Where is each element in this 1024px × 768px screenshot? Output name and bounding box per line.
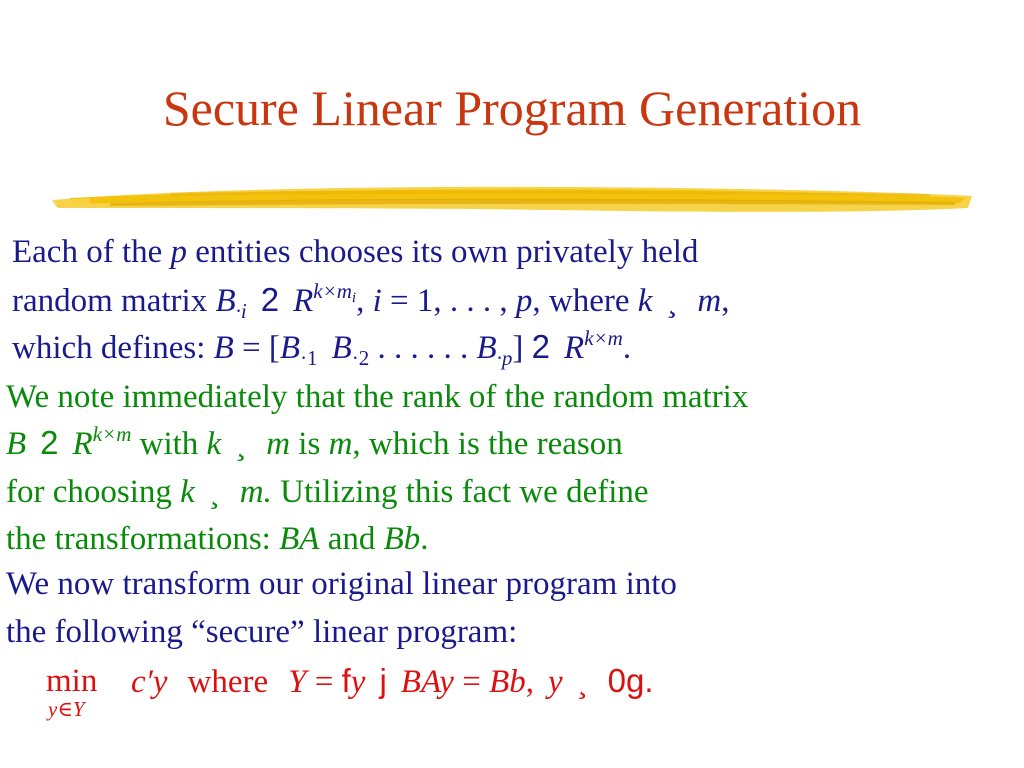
text-run: ,	[721, 283, 730, 319]
secure-lp-formula	[131, 661, 654, 702]
math-subscript: ·1	[300, 346, 318, 370]
math-m: m.	[239, 474, 272, 510]
para1-line3	[12, 327, 631, 368]
math-superscript: k×m	[584, 326, 623, 350]
math-p: p	[170, 234, 188, 270]
para2-line3	[6, 472, 649, 512]
math-B: B	[6, 426, 27, 462]
math-k: k	[637, 283, 653, 319]
objective: c′y	[131, 664, 168, 700]
math-k: k	[180, 474, 195, 510]
element-of-glyph: 2	[40, 424, 59, 461]
geq-glyph: ¸	[576, 664, 588, 700]
math-Bp: B	[476, 330, 497, 366]
text-run: is	[290, 426, 329, 462]
text-run: Each of the	[12, 234, 171, 270]
geq-glyph: ¸	[235, 426, 247, 462]
math-subscript: ·p	[496, 346, 513, 370]
math-R: R	[72, 426, 93, 462]
math-p: p	[515, 283, 533, 319]
superscript-subscript: i	[351, 290, 357, 306]
math-BA: BA	[279, 521, 320, 557]
text-run: , where	[532, 283, 638, 319]
math-y: y	[350, 664, 366, 700]
math-B: B	[215, 283, 236, 319]
math-m: m	[328, 426, 353, 462]
title-brush-underline	[50, 178, 975, 220]
zero: 0	[607, 662, 627, 699]
element-of-glyph: 2	[260, 281, 280, 318]
math-B1: B	[279, 330, 301, 366]
math-R: R	[293, 283, 314, 319]
para3-line1: We now transform our original linear program into	[6, 566, 677, 602]
text-run: = 1, . . . ,	[381, 283, 516, 319]
para1-line2	[12, 280, 730, 321]
text-run: for choosing	[6, 474, 181, 510]
constraint-rhs: Bb	[489, 664, 526, 700]
text-run: with	[131, 426, 207, 462]
math-i: i	[372, 283, 382, 319]
right-brace-glyph: g	[626, 662, 645, 699]
math-m: m	[266, 426, 291, 462]
text-run: ,	[356, 283, 373, 319]
min-operator	[46, 661, 116, 721]
where-word: where	[187, 664, 269, 700]
para2-line2	[6, 423, 623, 464]
text-run: which defines:	[12, 330, 214, 366]
text-run: and	[319, 521, 384, 557]
text-run: Utilizing this fact we define	[271, 474, 649, 510]
equals: =	[306, 664, 342, 700]
math-B2: B	[331, 330, 352, 366]
comma: ,	[525, 664, 534, 700]
text-run: .	[420, 521, 429, 557]
left-brace-glyph: f	[341, 662, 351, 699]
equals: =	[453, 664, 490, 700]
text-run: . . . . . .	[369, 330, 477, 366]
text-run: .	[622, 330, 632, 366]
para1-line1	[12, 232, 698, 272]
text-run: random matrix	[12, 283, 216, 319]
math-k: k	[206, 426, 222, 462]
math-R: R	[564, 330, 585, 366]
text-run: the transformations:	[6, 521, 280, 557]
text-run: = [	[233, 330, 280, 366]
para2-line1	[6, 377, 748, 417]
math-superscript: k×m	[92, 422, 132, 446]
math-subscript: ·2	[351, 346, 370, 370]
text-run: , which is the reason	[352, 426, 623, 462]
text-run: entities chooses its own privately held	[187, 234, 699, 270]
slide-title: Secure Linear Program Generation	[162, 80, 862, 136]
such-that-glyph: j	[379, 662, 387, 699]
math-y: y	[548, 664, 563, 700]
element-of-glyph: 2	[531, 328, 551, 365]
math-Y: Y	[288, 664, 307, 700]
text-run: We note immediately that the rank of the random matrix	[6, 379, 749, 415]
math-m: m	[697, 283, 722, 319]
text-run: ]	[512, 330, 532, 366]
math-superscript	[313, 279, 357, 306]
math-subscript: ·i	[235, 299, 247, 323]
period: .	[644, 662, 654, 699]
min-subscript: y∈Y	[48, 697, 85, 721]
min-word: min	[46, 663, 98, 699]
constraint-lhs: BAy	[400, 664, 454, 700]
para3-line2: the following “secure” linear program:	[6, 614, 518, 650]
geq-glyph: ¸	[208, 474, 220, 510]
math-B: B	[213, 330, 234, 366]
para2-line4	[6, 519, 429, 559]
math-Bb: Bb	[383, 521, 421, 557]
superscript-text: k×m	[313, 279, 352, 303]
geq-glyph: ¸	[666, 283, 678, 319]
